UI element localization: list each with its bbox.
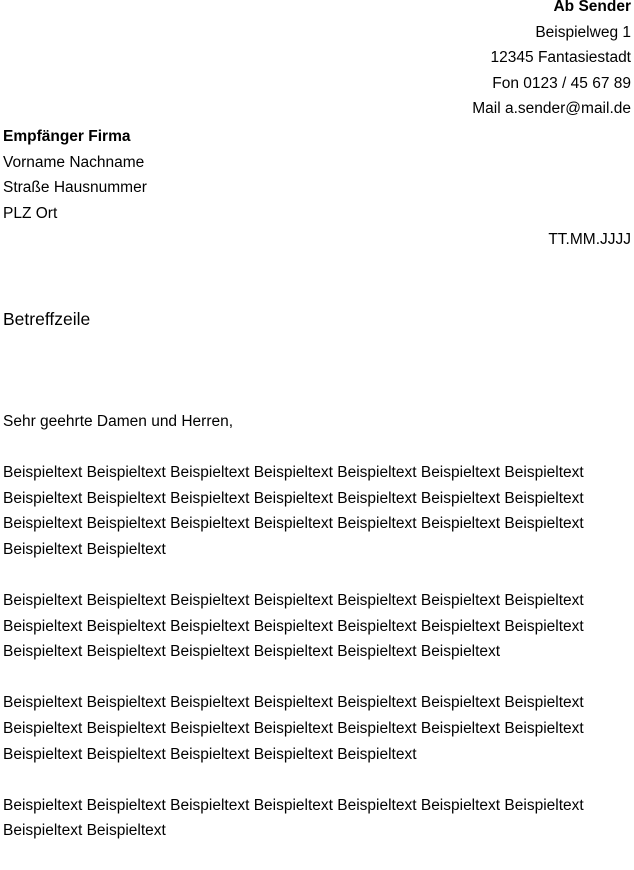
subject-line: Betreffzeile bbox=[3, 309, 91, 329]
paragraph-line: Beispieltext Beispieltext Beispieltext Beispieltext Beispieltext Beispieltext Beispieltext bbox=[3, 796, 584, 814]
recipient-company: Empfänger Firma bbox=[3, 128, 131, 145]
paragraph bbox=[3, 690, 621, 767]
paragraph bbox=[3, 460, 621, 562]
letter-date: TT.MM.JJJJ bbox=[548, 231, 631, 248]
sender-name: Ab Sender bbox=[553, 0, 631, 15]
paragraph bbox=[3, 588, 621, 665]
paragraph-line: Beispieltext Beispieltext Beispieltext Beispieltext Beispieltext Beispieltext Beispieltext bbox=[3, 591, 584, 609]
letter-body bbox=[3, 460, 621, 870]
recipient-city: PLZ Ort bbox=[3, 204, 58, 222]
paragraph-line: Beispieltext Beispieltext bbox=[3, 540, 166, 558]
paragraph-line: Beispieltext Beispieltext Beispieltext Beispieltext Beispieltext Beispieltext Beispieltext bbox=[3, 464, 584, 481]
sender-mail: Mail a.sender@mail.de bbox=[472, 100, 631, 118]
salutation: Sehr geehrte Damen und Herren, bbox=[3, 413, 234, 430]
paragraph-line: Beispieltext Beispieltext Beispieltext Beispieltext Beispieltext Beispieltext bbox=[3, 643, 501, 661]
sender-phone: Fon 0123 / 45 67 89 bbox=[492, 74, 631, 92]
recipient-name: Vorname Nachname bbox=[3, 153, 145, 171]
recipient-street: Straße Hausnummer bbox=[3, 179, 147, 197]
paragraph-line: Beispieltext Beispieltext bbox=[3, 822, 166, 840]
paragraph-line: Beispieltext Beispieltext Beispieltext Beispieltext Beispieltext Beispieltext Beispieltext bbox=[3, 489, 584, 507]
paragraph-line: Beispieltext Beispieltext Beispieltext Beispieltext Beispieltext Beispieltext Beispieltext bbox=[3, 617, 584, 635]
paragraph-line: Beispieltext Beispieltext Beispieltext Beispieltext Beispieltext bbox=[3, 745, 417, 763]
paragraph bbox=[3, 793, 621, 844]
paragraph-line: Beispieltext Beispieltext Beispieltext Beispieltext Beispieltext Beispieltext Beispieltext bbox=[3, 515, 584, 533]
recipient-block bbox=[3, 124, 147, 226]
sender-street: Beispielweg 1 bbox=[535, 23, 631, 41]
paragraph-line: Beispieltext Beispieltext Beispieltext Beispieltext Beispieltext Beispieltext Beispieltext bbox=[3, 719, 584, 737]
sender-city: 12345 Fantasiestadt bbox=[490, 49, 631, 67]
sender-block bbox=[472, 0, 631, 122]
paragraph-line: Beispieltext Beispieltext Beispieltext Beispieltext Beispieltext Beispieltext Beispieltext bbox=[3, 694, 584, 712]
